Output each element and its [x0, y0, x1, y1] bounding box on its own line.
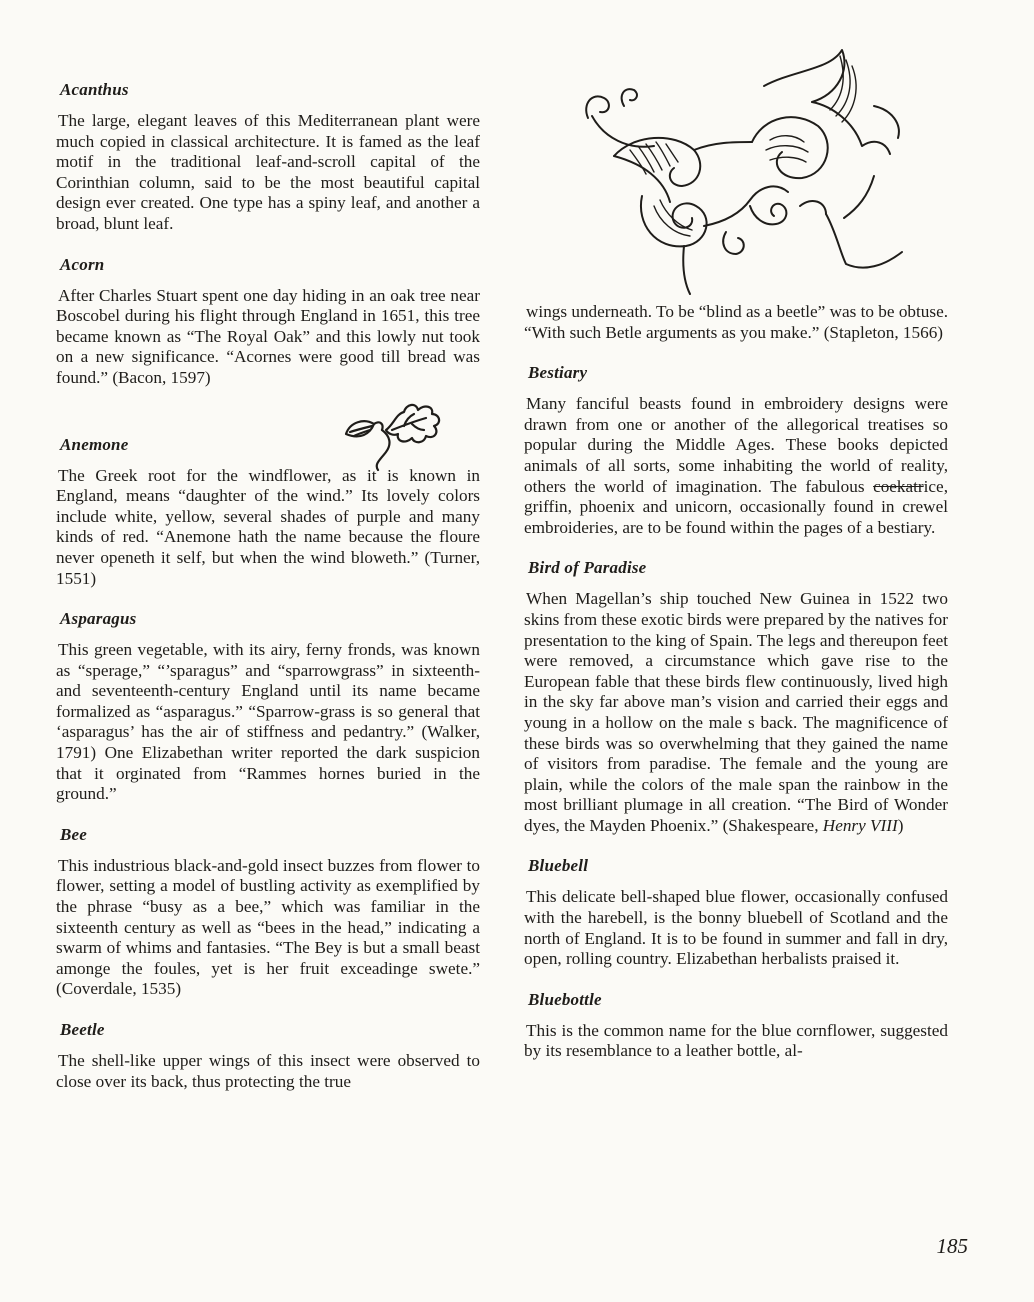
term-heading: Beetle [60, 1020, 105, 1039]
left-column [56, 80, 480, 1112]
term-heading: Bluebell [528, 856, 589, 876]
acanthus-scroll-icon [574, 46, 914, 296]
entry-bluebottle [524, 990, 948, 1062]
entry-text: The Greek root for the windflower, as it is known in England, means “daughter of the wind.” Its lovely colors include white, yellow, several shades of purple and many kinds of red. “Anemone hath the name because the floure never openeth it self, but when the wind bloweth.” (Turner, 1551) [56, 465, 480, 588]
italic-work-title: Henry VIII [822, 815, 898, 835]
entry-text: This industrious black-and-gold insect buzzes from flower to flower, setting a model of bustling activity as exemplified by the phrase “busy as a bee,” which was familiar in the sixteenth century as well as “bees in the head,” indicating a swarm of whims and fantasies. “The Bey is but a small beast amonge the foules, yet is her fruit exceadinge swete.” (Coverdale, 1535) [56, 855, 480, 999]
entry-text-part: ice, griffin, phoenix and unicorn, occasionally found in crewel embroideries, are to be found within the pages of a bestiary. [524, 476, 948, 537]
entry-text [524, 589, 948, 836]
entry-bird-of-paradise [524, 558, 948, 836]
entry-asparagus [56, 609, 480, 805]
term-heading: Acorn [60, 254, 105, 274]
term-heading: Asparagus [60, 609, 137, 629]
entry-text: The large, elegant leaves of this Mediterranean plant were much copied in classical architecture. It is famed as the leaf motif in the traditional leaf-and-scroll capital of the Corinthian column, said to be the most beautiful capital design ever created. One type has a spiny leaf, and another a broad, blunt leaf. [56, 111, 480, 233]
entry-bee [56, 825, 480, 1000]
entry-text: This is the common name for the blue cornflower, suggested by its resemblance to a leather bottle, al- [524, 1020, 948, 1061]
entry-text-part: ) [897, 815, 904, 835]
entry-text: This delicate bell-shaped blue flower, occasionally confused with the harebell, is the bonny bluebell of Scotland and the north of England. It is to be found in summer and fall in dry, open, rolling country. Elizabethan herbalists praised it. [524, 887, 948, 969]
entry-text-part: Many fanciful beasts found in embroidery designs were drawn from one or another of the allegorical treatises so popular during the Middle Ages. These books depicted animals of all sorts, some inhabiting the world of reality, others the world of imagination. The fabulous [524, 394, 948, 496]
entry-acanthus [56, 80, 480, 235]
term-heading: Bestiary [528, 363, 588, 383]
page-number: 185 [936, 1234, 968, 1258]
entry-text-part: When Magellan’s ship touched New Guinea in 1522 two skins from these exotic birds were prepared by the natives for presentation to the king of Spain. The legs and thereupon feet were removed, a circumstance which gave rise to the European fable that these birds flew continuously, lived high in the sky far above man’s vision and carried their eggs and young in a hollow on the male s back. The magnificence of these birds was so overwhelming that they gained the name of visitors from paradise. The female and the young are plain, while the colors of the male span the rainbow in the most brilliant plumage in all creation. “The Bird of Wonder dyes, the Mayden Phoenix.” (Shakespeare, [524, 589, 948, 835]
entry-text: This green vegetable, with its airy, ferny fronds, was known as “sperage,” “’sparagus” and “sparrowgrass” in sixteenth- and seventeenth-century England until its name became formalized as “asparagus.” “Sparrow-grass is so general that ‘asparagus’ has the air of stiffness and pedantry.” (Walker, 1791) One Elizabethan writer reported the dark suspicion that it orginated from “Rammes hornes buried in the ground.” [56, 640, 480, 804]
beetle-continuation-text: wings underneath. To be “blind as a beetle” was to be obtuse. “With such Betle arguments as you make.” (Stapleton, 1566) [524, 302, 948, 342]
entry-text: The shell-like upper wings of this insect were observed to close over its back, thus protecting the true [56, 1051, 480, 1091]
entry-text [524, 394, 948, 538]
term-heading: Bluebottle [528, 989, 602, 1009]
term-heading: Bee [60, 824, 88, 844]
acorn-oak-leaf-icon [340, 400, 450, 474]
entry-beetle [56, 1020, 480, 1092]
term-heading: Anemone [60, 434, 129, 454]
struck-text: coekatr [873, 476, 924, 496]
entry-text: After Charles Stuart spent one day hiding in an oak tree near Boscobel during his flight through England in 1651, this tree became known as “The Royal Oak” and this lowly nut took on a new significance. “Acornes were good till bread was found.” (Bacon, 1597) [56, 285, 480, 387]
entry-bluebell [524, 856, 948, 969]
term-heading: Bird of Paradise [528, 558, 647, 578]
right-column [524, 302, 948, 1082]
term-heading: Acanthus [60, 80, 129, 99]
entry-bestiary [524, 363, 948, 538]
